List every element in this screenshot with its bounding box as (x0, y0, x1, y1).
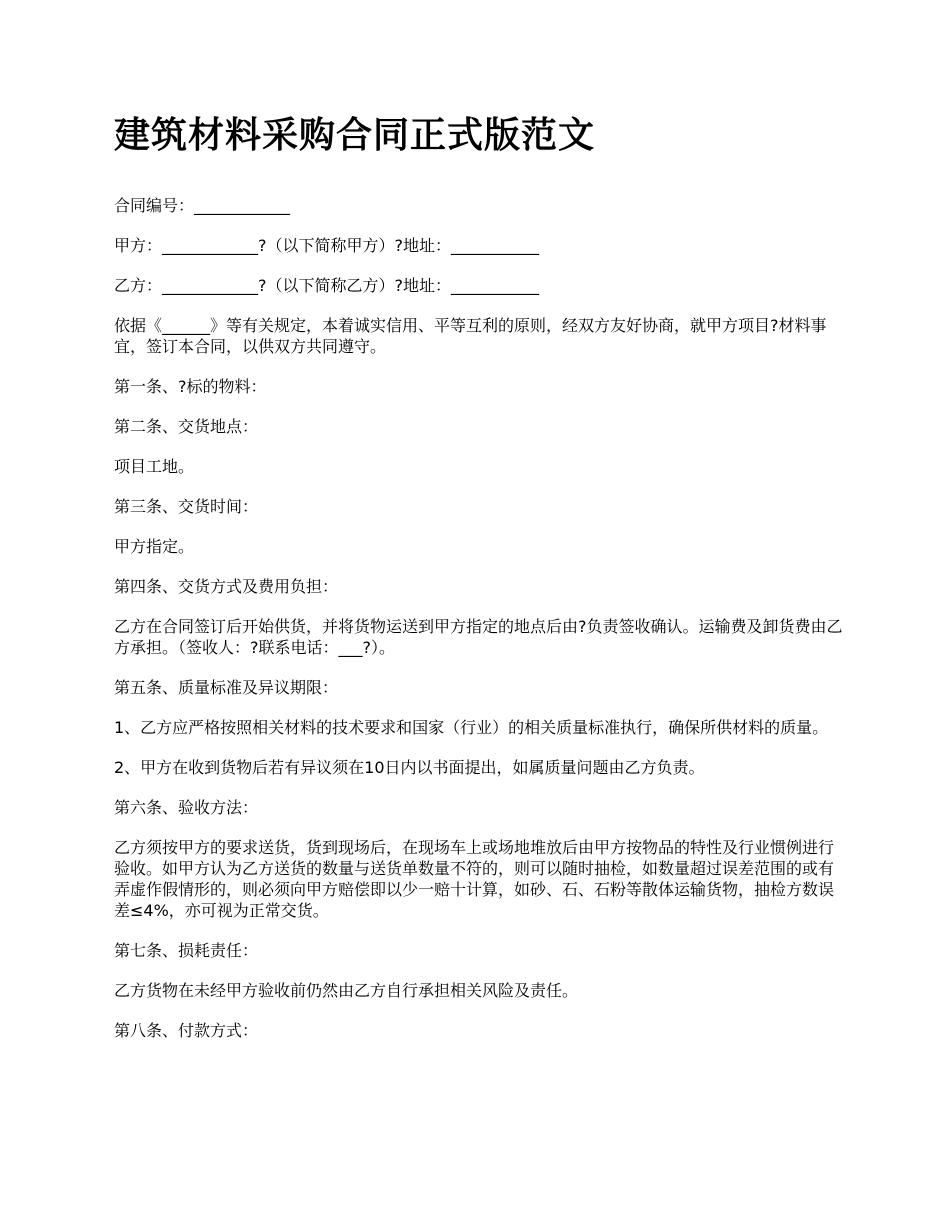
party-a-line: 甲方：____________?（以下简称甲方）?地址：___________ (114, 236, 539, 255)
document-page (114, 108, 844, 1060)
article-7-body: 乙方货物在未经甲方验收前仍然由乙方自行承担相关风险及责任。 (114, 981, 579, 1000)
article-1-heading: 第一条、?标的物料： (114, 377, 267, 396)
article-3-body: 甲方指定。 (114, 537, 195, 556)
article-2-body: 项目工地。 (114, 457, 195, 476)
preamble-paragraph: 依据《______》等有关规定，本着诚实信用、平等互利的原则，经双方友好协商，就甲方项目?材料事宜，签订本合同，以供双方共同遵守。 (114, 316, 827, 356)
article-6-heading: 第六条、验收方法： (114, 798, 259, 817)
article-5-heading: 第五条、质量标准及异议期限： (114, 678, 339, 697)
article-3-heading: 第三条、交货时间： (114, 497, 259, 516)
article-2-heading: 第二条、交货地点： (114, 417, 259, 436)
article-5-clause-2: 2、甲方在收到货物后若有异议须在10日内以书面提出，如属质量问题由乙方负责。 (114, 758, 705, 777)
document-title: 建筑材料采购合同正式版范文 (114, 115, 596, 156)
contract-number-line: 合同编号：____________ (114, 196, 291, 215)
article-4-body: 乙方在合同签订后开始供货，并将货物运送到甲方指定的地点后由?负责签收确认。运输费及卸货费由乙方承担。（签收人：?联系电话：___?）。 (114, 617, 843, 657)
article-8-heading: 第八条、付款方式： (114, 1021, 259, 1040)
party-b-line: 乙方：____________?（以下简称乙方）?地址：___________ (114, 276, 539, 295)
article-4-heading: 第四条、交货方式及费用负担： (114, 577, 339, 596)
article-5-clause-1: 1、乙方应严格按照相关材料的技术要求和国家（行业）的相关质量标准执行，确保所供材料的质量。 (114, 718, 829, 737)
article-7-heading: 第七条、损耗责任： (114, 941, 259, 960)
article-6-body: 乙方须按甲方的要求送货，货到现场后，在现场车上或场地堆放后由甲方按物品的特性及行业惯例进行验收。如甲方认为乙方送货的数量与送货单数量不符的，则可以随时抽检，如数量超过误差范围的或有弄虚作假情形的，则必须向甲方赔偿即以少一赔十计算，如砂、石、石粉等散体运输货物，抽检方数误差≤4%，亦可视为正常交货。 (114, 838, 835, 920)
